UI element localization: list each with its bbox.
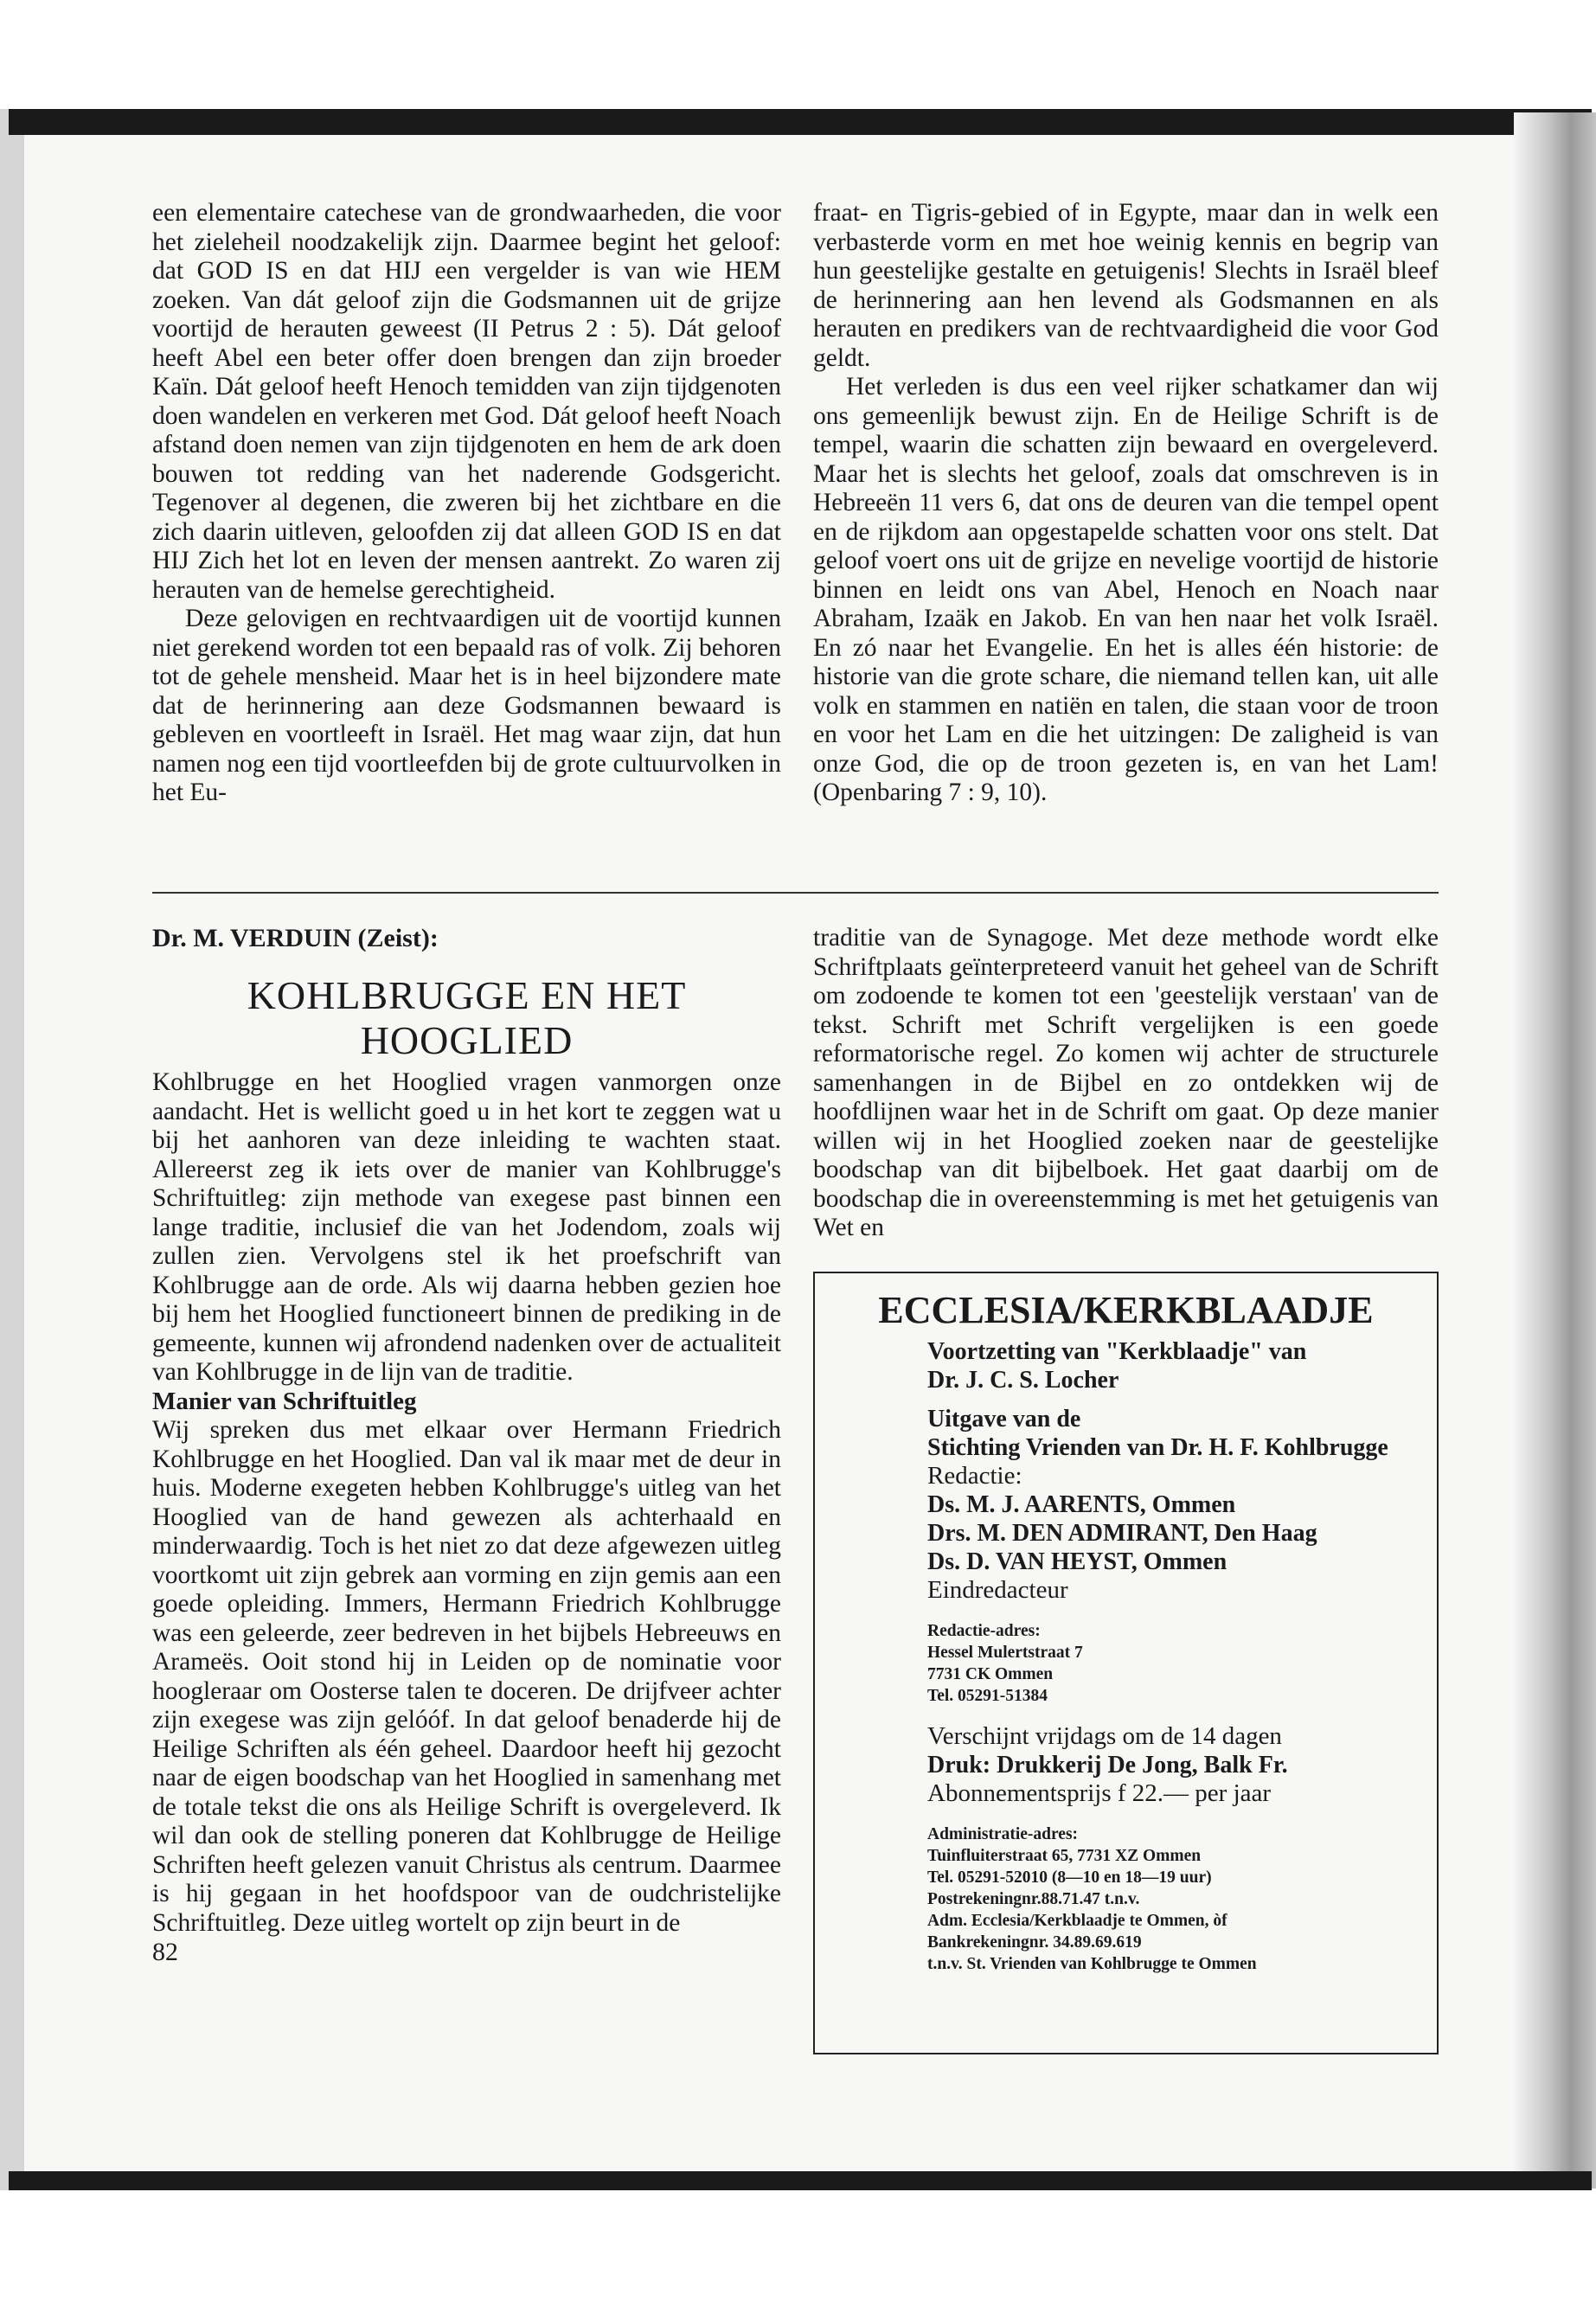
top-left-column xyxy=(152,199,781,808)
address-line: Tel. 05291-51384 xyxy=(927,1687,1048,1705)
paragraph: Deze gelovigen en rechtvaardigen uit de voortijd kunnen niet gerekend worden tot een bepaald ras of volk. Zij behoren tot de gehele mensheid. Maar het is in heel bijzondere mate dat de herinnering aan deze Godsmannen bewaard is gebleven en voortleeft in Israël. Het mag waar zijn, dat hun namen nog een tijd voortleefden bij de grote cultuurvolken in het Eu- xyxy=(152,605,781,806)
page-number: 82 xyxy=(152,1938,178,1966)
top-right-column xyxy=(813,199,1439,808)
editor-entry: Ds. M. J. AARENTS, Ommen xyxy=(927,1491,1236,1518)
paragraph: Kohlbrugge en het Hooglied vragen vanmorgen onze aandacht. Het is wellicht goed u in het kort te zeggen wat u bij het aanhoren van deze inleiding te wachten staat. Allereerst zeg ik iets over de manier van Kohlbrugge's Schriftuitleg: zijn methode van exegese past binnen een lange traditie, inclusief die van het Jodendom, zoals wij zullen zien. Vervolgens stel ik het proefschrift van Kohlbrugge aan de orde. Als wij daarna hebben gezien hoe bij hem het Hooglied functioneert binnen de prediking in de gemeente, kunnen wij afrondend nadenken over de actualiteit van Kohlbrugge in de lijn van de traditie. xyxy=(152,1068,781,1386)
masthead-box xyxy=(813,1272,1439,2054)
address-line: 7731 CK Ommen xyxy=(927,1665,1054,1683)
article-right-column xyxy=(813,924,1439,1243)
article-left-column xyxy=(152,924,781,1967)
section-heading: Manier van Schriftuitleg xyxy=(152,1387,417,1415)
masthead-title: ECCLESIA/KERKBLAADJE xyxy=(878,1289,1374,1331)
section-divider xyxy=(152,892,1439,894)
paragraph: een elementaire catechese van de grondwaarheden, die voor het zieleheil noodzakelijk zijn. Daarmee begint het geloof: dat GOD IS en dat HIJ een vergelder is van wie HEM zoeken. Van dát geloof zijn die Godsmannen uit de grijze voortijd de herauten geweest (II Petrus 2 : 5). Dát geloof heeft Abel een beter offer doen brengen dan zijn broeder Kaïn. Dát geloof heeft Henoch temidden van zijn tijdgenoten doen wandelen en verkeren met God. Dát geloof heeft Noach afstand doen nemen van zijn tijdgenoten en hem de ark doen bouwen tot redding van het naderende Godsgericht. Tegenover al degenen, die zweren bij het zichtbare en die zich daarin uitleven, geloofden zij dat alleen GOD IS en dat HIJ Zich het lot en leven der mensen aantrekt. Zo waren zij herauten van de hemelse gerechtigheid. xyxy=(152,199,781,604)
admin-line: Tuinfluiterstraat 65, 7731 XZ Ommen xyxy=(927,1847,1202,1865)
chief-editor-label: Eindredacteur xyxy=(927,1576,1068,1604)
paragraph: fraat- en Tigris-gebied of in Egypte, maar dan in welk een verbasterde vorm en met hoe weinig kennis en begrip van hun geestelijke gestalte en getuigenis! Slechts in Israël bleef de herinnering aan hen levend als Godsmannen en als herauten en predikers van de rechtvaardigheid die voor God geldt. xyxy=(813,199,1439,372)
masthead-continuation: Dr. J. C. S. Locher xyxy=(927,1367,1119,1394)
publication-frequency: Verschijnt vrijdags om de 14 dagen xyxy=(927,1722,1282,1750)
address-line: Hessel Mulertstraat 7 xyxy=(927,1644,1083,1662)
admin-line: Adm. Ecclesia/Kerkblaadje te Ommen, òf xyxy=(927,1912,1227,1930)
article-author: Dr. M. VERDUIN (Zeist): xyxy=(152,924,439,952)
paragraph: Wij spreken dus met elkaar over Hermann Friedrich Kohlbrugge en het Hooglied. Dan val ik maar met de deur in huis. Moderne exegeten hebben Kohlbrugge's uitleg van het Hooglied van de hand gewezen als achterhaald en minderwaardig. Toch is het niet zo dat deze afgewezen uitleg voortkomt uit zijn gebrek aan vorming en zijn gemis aan een goede opleiding. Immers, Hermann Friedrich Kohlbrugge was een geleerde, zeer bedreven in het bijbels Hebreeuws en Arameës. Ooit stond hij in Leiden op de nominatie voor hoogleraar om Oosterse talen te doceren. De drijfveer achter zijn exegese was zijn gelóóf. In dat geloof benaderde hij de Heilige Schriften als één geheel. Daardoor heeft hij gezocht naar de eigen boodschap van het Hooglied in samenhang met de totale tekst die ons als Heilige Schrift is overgeleverd. Ik wil dan ook de stelling poneren dat Kohlbrugge de Heilige Schriften heeft gelezen vanuit Christus als centrum. Daarmee is hij gegaan in het hoofdspoor van de oudchristelijke Schriftuitleg. Deze uitleg wortelt op zijn beurt in de xyxy=(152,1416,781,1937)
paragraph: traditie van de Synagoge. Met deze methode wordt elke Schriftplaats geïnterpreteerd vanuit het geheel van de Schrift om zodoende te komen tot een 'geestelijk verstaan' van de tekst. Schrift met Schrift vergelijken is een goede reformatorische regel. Zo komen wij achter de structurele samenhangen in de Bijbel en zo ontdekken wij de hoofdlijnen waar het in de Schrift om gaat. Op deze manier willen wij in het Hooglied zoeken naar de geestelijke boodschap van dit bijbelboek. Het gaat daarbij om de boodschap die in overeenstemming is met het getuigenis van Wet en xyxy=(813,924,1439,1241)
scan-top-border xyxy=(9,109,1592,135)
editor-entry: Drs. M. DEN ADMIRANT, Den Haag xyxy=(927,1520,1317,1547)
admin-line: Bankrekeningnr. 34.89.69.619 xyxy=(927,1933,1142,1952)
masthead-publisher: Uitgave van de xyxy=(927,1406,1081,1433)
editors-label: Redactie: xyxy=(927,1462,1022,1490)
admin-line: t.n.v. St. Vrienden van Kohlbrugge te Ommen xyxy=(927,1955,1257,1973)
paragraph: Het verleden is dus een veel rijker schatkamer dan wij ons gemeenlijk bewust zijn. En de Heilige Schrift is de tempel, waarin die schatten zijn bewaard en overgeleverd. Maar het is slechts het geloof, zoals dat omschreven is in Hebreeën 11 vers 6, dat ons de deuren van die tempel opent en de rijkdom aan opgestapelde schatten voor ons stelt. Dat geloof voert ons uit de grijze en nevelige voortijd de historie binnen en leidt ons van Abel, Henoch en Noach naar Abraham, Izaäk en Jakob. En van hen naar het volk Israël. En zó naar het Evangelie. En het is alles één historie: de historie van die grote schare, die niemand tellen kan, uit alle volk en stammen en natiën en talen, die staan voor de troon en voor het Lam en die het uitzingen: De zaligheid is van onze God, die op de troon gezeten is, en van het Lam! (Openbaring 7 : 9, 10). xyxy=(813,373,1439,806)
admin-line: Administratie-adres: xyxy=(927,1825,1079,1843)
admin-line: Postrekeningnr.88.71.47 t.n.v. xyxy=(927,1890,1140,1908)
scan-left-edge xyxy=(0,109,24,2190)
book-spine-edge xyxy=(1514,112,1596,2189)
masthead-continuation: Voortzetting van "Kerkblaadje" van xyxy=(927,1338,1307,1365)
address-line: Redactie-adres: xyxy=(927,1622,1041,1640)
admin-line: Tel. 05291-52010 (8—10 en 18—19 uur) xyxy=(927,1868,1212,1887)
printer-info: Druk: Drukkerij De Jong, Balk Fr. xyxy=(927,1752,1288,1779)
subscription-price: Abonnementsprijs f 22.— per jaar xyxy=(927,1779,1272,1807)
masthead-publisher: Stichting Vrienden van Dr. H. F. Kohlbrugge xyxy=(927,1434,1388,1461)
scan-bottom-border xyxy=(9,2171,1592,2190)
editor-entry: Ds. D. VAN HEYST, Ommen xyxy=(927,1548,1227,1575)
article-title: KOHLBRUGGE EN HET HOOGLIED xyxy=(247,973,687,1062)
